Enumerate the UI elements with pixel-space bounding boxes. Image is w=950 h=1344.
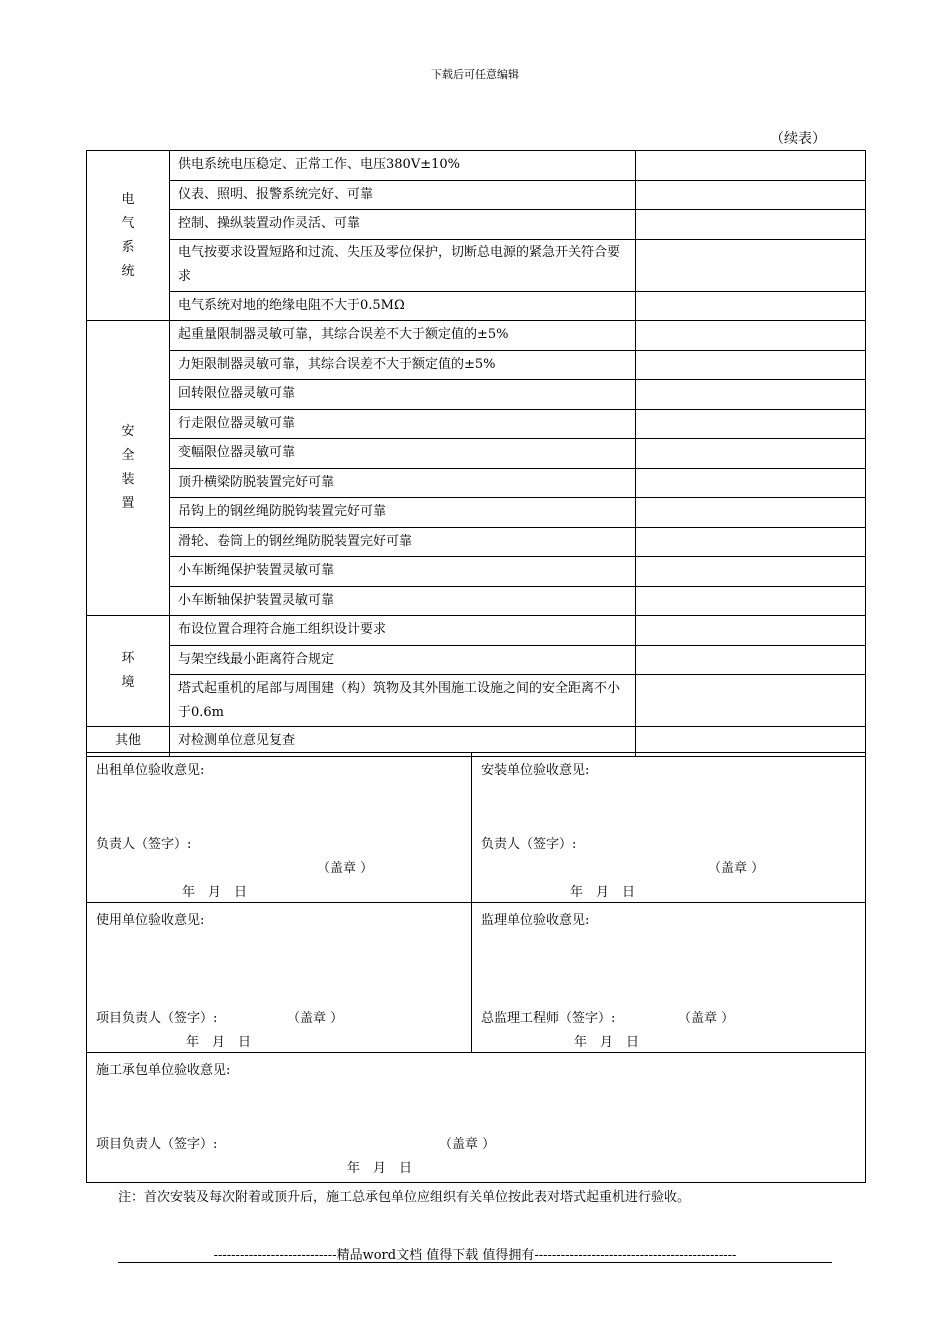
contractor-date: 年 月 日 — [347, 1161, 413, 1176]
table-row — [87, 586, 866, 616]
table-row — [87, 439, 866, 469]
category-char: 安 — [121, 424, 135, 439]
table-row — [87, 616, 866, 646]
supervisor-date: 年 月 日 — [574, 1035, 640, 1050]
category-char: 统 — [121, 263, 135, 279]
result-cell[interactable] — [636, 557, 866, 587]
result-cell[interactable] — [636, 350, 866, 380]
check-item: 变幅限位器灵敏可靠 — [170, 439, 636, 469]
rental-person: 负责人（签字）: — [96, 837, 192, 852]
result-cell[interactable] — [636, 151, 866, 181]
table-row — [87, 380, 866, 410]
table-row — [87, 557, 866, 587]
user-title: 使用单位验收意见: — [96, 913, 205, 928]
supervisor-person: 总监理工程师（签字）: — [481, 1011, 616, 1026]
table-row — [87, 350, 866, 380]
check-item: 供电系统电压稳定、正常工作、电压380V±10% — [170, 151, 636, 181]
category-char: 置 — [121, 496, 135, 511]
install-opinion-cell — [472, 753, 866, 903]
category-cell — [87, 321, 170, 616]
table-row — [87, 291, 866, 321]
footnote: 注：首次安装及每次附着或顶升后，施工总承包单位应组织有关单位按此表对塔式起重机进行验收。 — [118, 1190, 691, 1205]
supervisor-opinion-cell — [472, 903, 866, 1053]
rental-seal: （盖章 ） — [317, 861, 374, 876]
category-char: 其他 — [114, 733, 141, 749]
category-char: 境 — [121, 675, 135, 690]
check-item: 控制、操纵装置动作灵活、可靠 — [170, 210, 636, 240]
table-row — [87, 675, 866, 727]
table-row — [87, 210, 866, 240]
result-cell[interactable] — [636, 291, 866, 321]
install-date: 年 月 日 — [570, 885, 636, 900]
continued-label: （续表） — [770, 131, 826, 147]
contractor-title: 施工承包单位验收意见: — [96, 1063, 231, 1078]
result-cell[interactable] — [636, 498, 866, 528]
rental-date: 年 月 日 — [182, 885, 248, 900]
footer-text: ----------------------------精品word文档 值得下载 值得拥有---------------------------------------------- — [213, 1248, 737, 1263]
category-char: 系 — [121, 239, 135, 255]
result-cell[interactable] — [636, 321, 866, 351]
check-item: 起重量限制器灵敏可靠，其综合误差不大于额定值的±5% — [170, 321, 636, 351]
check-item: 顶升横梁防脱装置完好可靠 — [170, 468, 636, 498]
result-cell[interactable] — [636, 586, 866, 616]
footer-rule — [118, 1262, 832, 1263]
check-item: 电气按要求设置短路和过流、失压及零位保护，切断总电源的紧急开关符合要求 — [170, 239, 636, 291]
table-row — [87, 409, 866, 439]
result-cell[interactable] — [636, 180, 866, 210]
user-person: 项目负责人（签字）: — [96, 1011, 218, 1026]
table-row — [87, 527, 866, 557]
check-item: 小车断绳保护装置灵敏可靠 — [170, 557, 636, 587]
result-cell[interactable] — [636, 527, 866, 557]
check-item: 回转限位器灵敏可靠 — [170, 380, 636, 410]
result-cell[interactable] — [636, 468, 866, 498]
category-char: 气 — [121, 215, 135, 231]
table-row — [87, 151, 866, 181]
rental-title: 出租单位验收意见: — [96, 763, 205, 778]
inspection-table — [86, 150, 866, 757]
category-cell — [87, 151, 170, 321]
table-row — [87, 180, 866, 210]
check-item: 电气系统对地的绝缘电阻不大于0.5MΩ — [170, 291, 636, 321]
table-row — [87, 239, 866, 291]
check-item: 仪表、照明、报警系统完好、可靠 — [170, 180, 636, 210]
supervisor-title: 监理单位验收意见: — [481, 913, 590, 928]
check-item: 塔式起重机的尾部与周围建（构）筑物及其外围施工设施之间的安全距离不小于0.6m — [170, 675, 636, 727]
result-cell[interactable] — [636, 645, 866, 675]
install-seal: （盖章 ） — [708, 861, 765, 876]
user-seal: （盖章 ） — [287, 1011, 344, 1026]
table-row — [87, 498, 866, 528]
category-char: 电 — [121, 191, 135, 207]
contractor-person: 项目负责人（签字）: — [96, 1137, 218, 1152]
install-person: 负责人（签字）: — [481, 837, 577, 852]
check-item: 小车断轴保护装置灵敏可靠 — [170, 586, 636, 616]
supervisor-seal: （盖章 ） — [678, 1011, 735, 1026]
category-cell — [87, 616, 170, 727]
rental-opinion-cell — [87, 753, 472, 903]
contractor-seal: （盖章 ） — [439, 1137, 496, 1152]
category-char: 环 — [121, 651, 135, 666]
category-char: 装 — [121, 472, 135, 487]
check-item: 与架空线最小距离符合规定 — [170, 645, 636, 675]
result-cell[interactable] — [636, 675, 866, 727]
check-item: 滑轮、卷筒上的钢丝绳防脱装置完好可靠 — [170, 527, 636, 557]
check-item: 吊钩上的钢丝绳防脱钩装置完好可靠 — [170, 498, 636, 528]
check-item: 对检测单位意见复查 — [170, 727, 636, 757]
result-cell[interactable] — [636, 409, 866, 439]
result-cell[interactable] — [636, 210, 866, 240]
check-item: 布设位置合理符合施工组织设计要求 — [170, 616, 636, 646]
result-cell[interactable] — [636, 616, 866, 646]
user-date: 年 月 日 — [186, 1035, 252, 1050]
contractor-opinion-cell — [87, 1053, 866, 1183]
category-char: 全 — [121, 448, 135, 463]
result-cell[interactable] — [636, 439, 866, 469]
check-item: 行走限位器灵敏可靠 — [170, 409, 636, 439]
check-item: 力矩限制器灵敏可靠，其综合误差不大于额定值的±5% — [170, 350, 636, 380]
table-row — [87, 321, 866, 351]
signature-table — [86, 752, 866, 1183]
result-cell[interactable] — [636, 380, 866, 410]
result-cell[interactable] — [636, 239, 866, 291]
table-row — [87, 645, 866, 675]
table-row — [87, 468, 866, 498]
header-note: 下载后可任意编辑 — [431, 68, 519, 81]
user-opinion-cell — [87, 903, 472, 1053]
install-title: 安装单位验收意见: — [481, 763, 590, 778]
